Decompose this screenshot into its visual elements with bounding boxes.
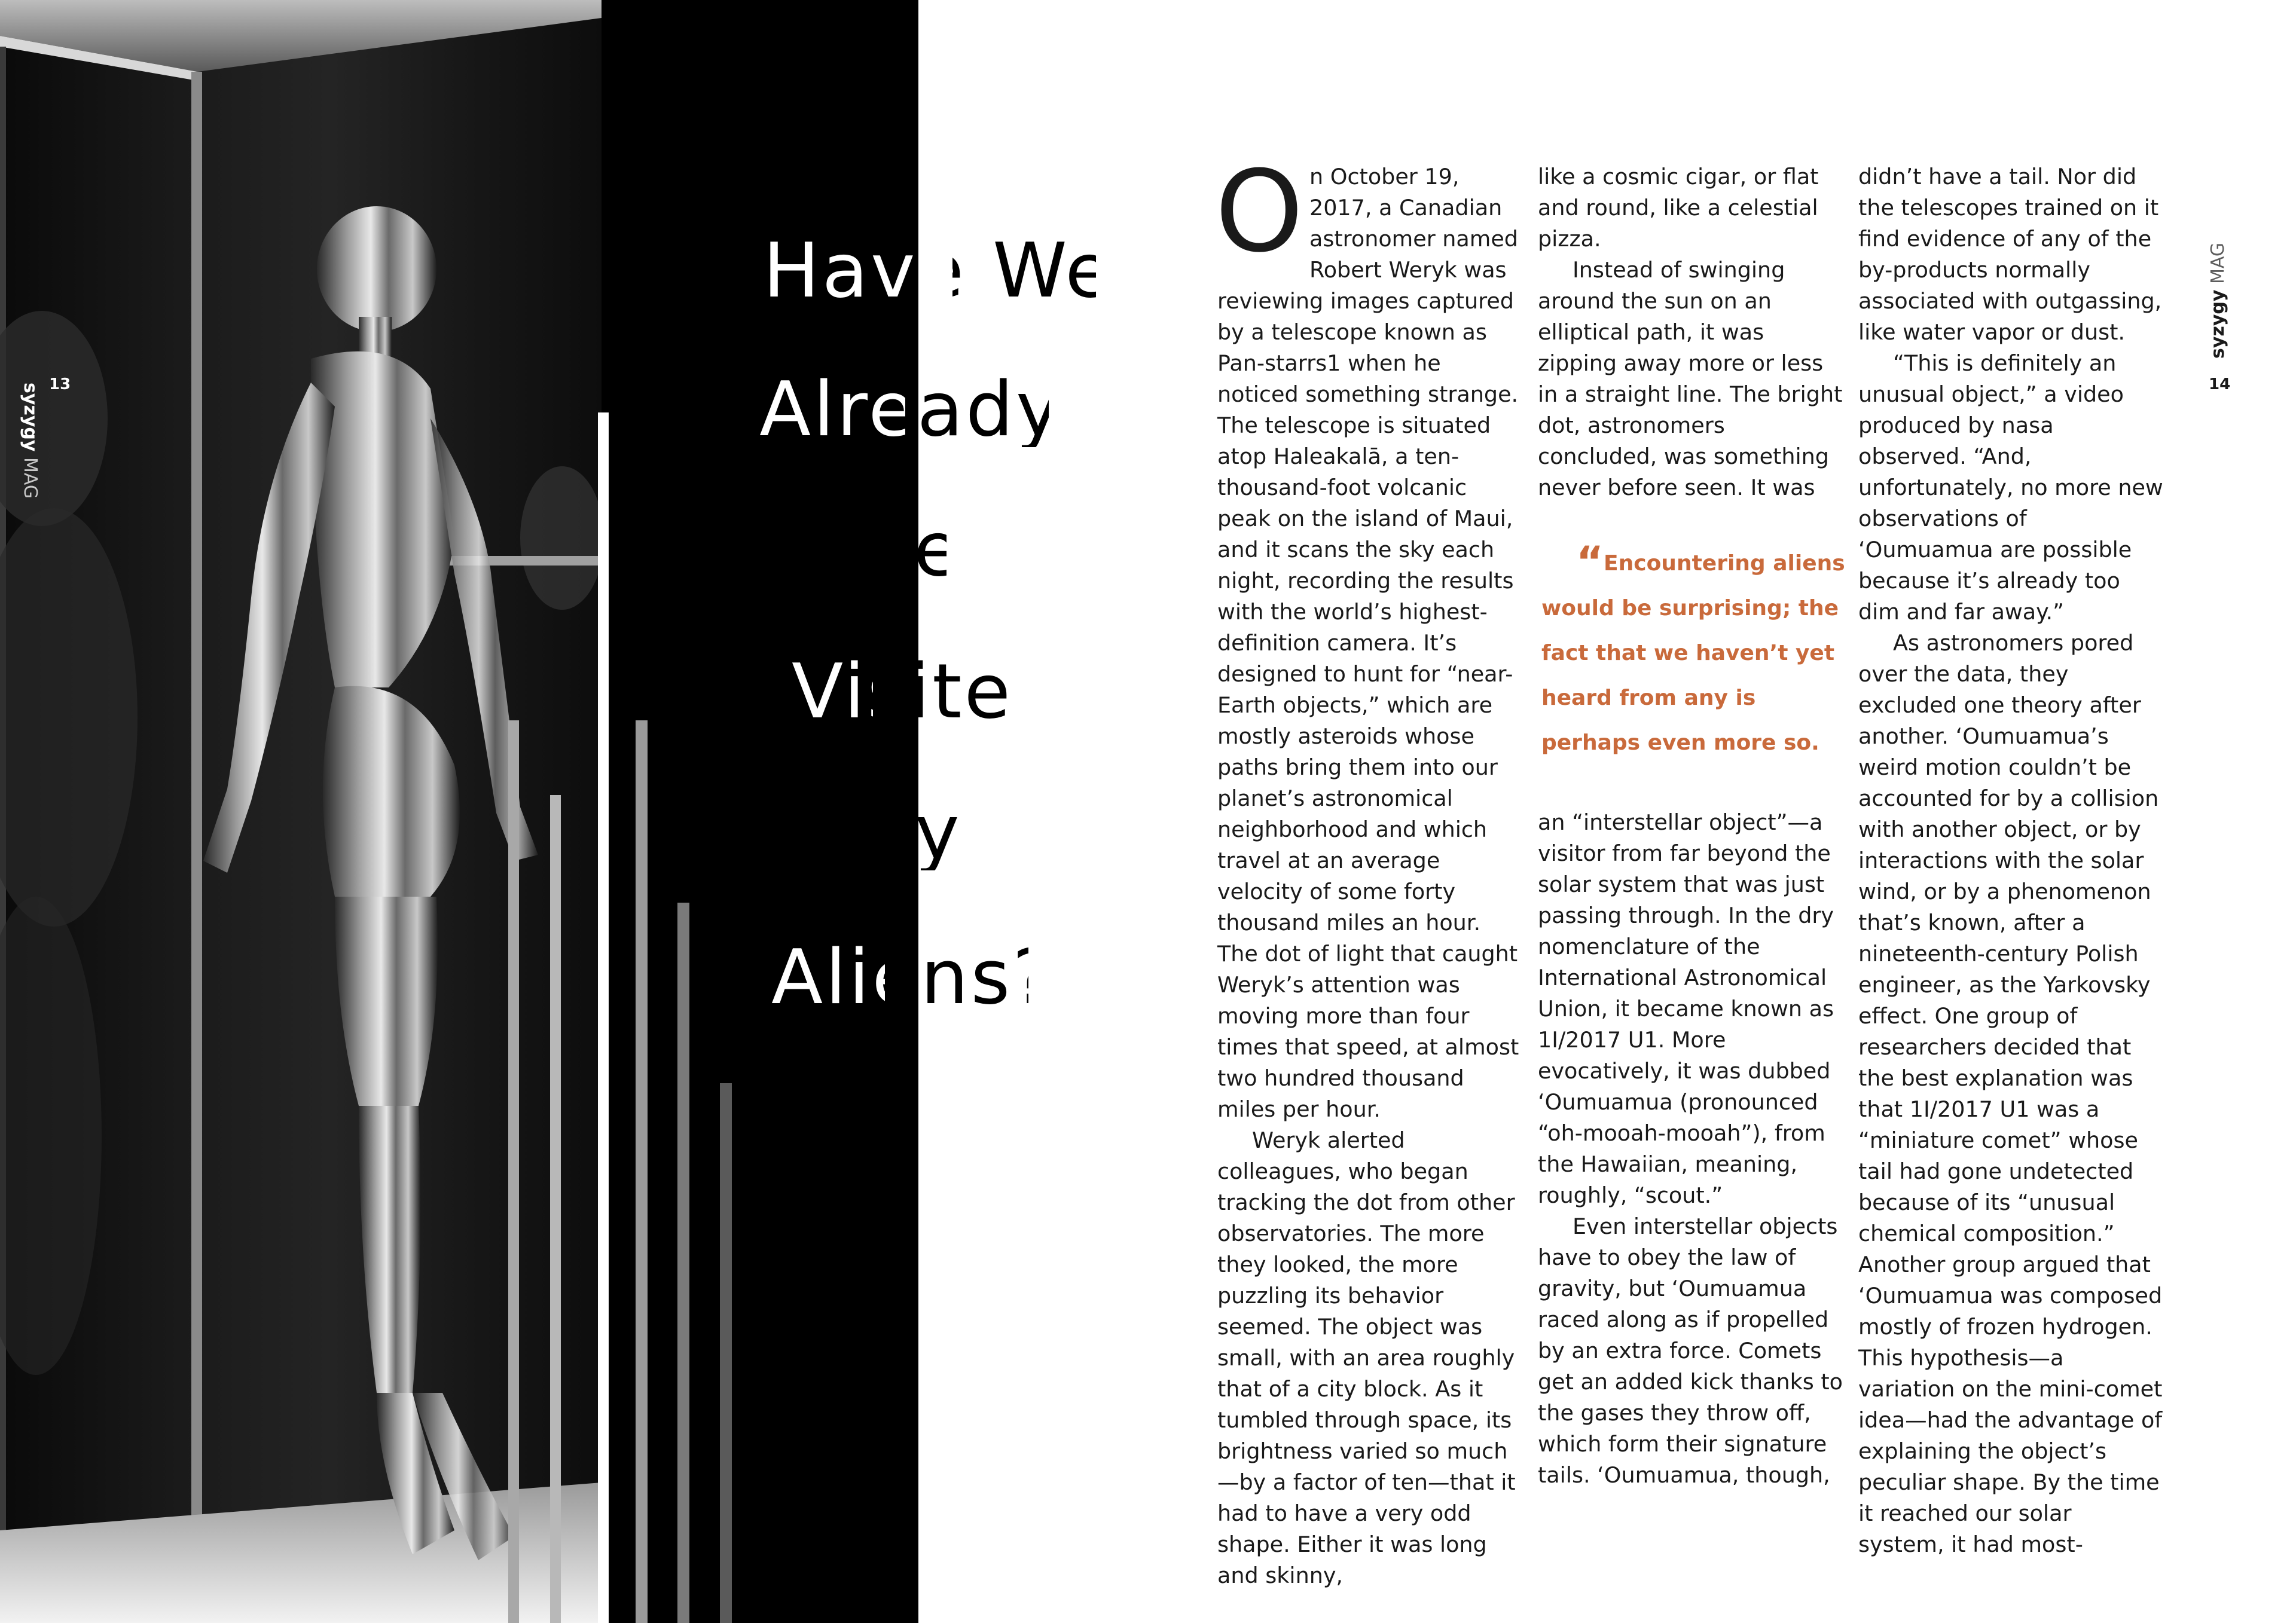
title-line-3: Been [811, 505, 1013, 593]
title-line-2: Already [759, 365, 1063, 453]
title-line-5: by [865, 788, 962, 876]
gray-vertical-bar-4 [677, 903, 689, 1623]
quote-mark-icon: “ [1576, 537, 1604, 586]
gray-vertical-bar-5 [720, 1083, 732, 1623]
left-magazine-name: syzygy [20, 383, 41, 452]
title-line-1: Have We [763, 227, 1114, 314]
right-magazine-suffix: MAG [2208, 242, 2228, 284]
col3-paragraph-2: “This is definitely an unusual object,” a video produced by nasa observed. “And, unfortunately, no more new observations of ‘Oumuamua are possible because it’s already too dim and far away.” [1858, 350, 2163, 625]
white-vertical-line [598, 412, 609, 1623]
drop-cap: O [1215, 146, 1303, 277]
title-line-6: Aliens? [771, 933, 1055, 1021]
gray-vertical-bar-1 [508, 720, 519, 1623]
col3-paragraph-1: didn’t have a tail. Nor did the telescopes trained on it find evidence of any of the by-products normally associated with outgassing, like water vapor or dust. [1858, 164, 2162, 345]
col2-paragraph-1: like a cosmic cigar, or flat and round, like a celestial pizza. [1538, 164, 1819, 252]
article-column-3 [1858, 161, 2163, 1560]
article-column-2-bottom [1538, 807, 1843, 1491]
pull-quote-text: Encountering aliens would be surprising; the fact that we haven’t yet heard from any is perhaps even more so. [1541, 551, 1845, 755]
gray-vertical-bar-2 [550, 795, 561, 1623]
col2-paragraph-4: Even interstellar objects have to obey the law of gravity, but ‘Oumuamua raced along as if propelled by an extra force. Comets get an added kick thanks to the gases they throw off, which form their signature tails. ‘Oumuamua, though, [1538, 1214, 1843, 1488]
right-page-number: 14 [2209, 375, 2231, 393]
col1-paragraph-1: n October 19, 2017, a Canadian astronomer named Robert Weryk was reviewing images captured by a telescope known as Pan-starrs1 when he noticed something strange. The telescope is situated atop Haleakalā, a ten-thousand-foot volcanic peak on the island of Maui, and it scans the sky each night, recording the results with the world’s highest-definition camera. It’s designed to hunt for “near-Earth objects,” which are mostly asteroids whose paths bring them into our planet’s astronomical neighborhood and which travel at an average velocity of some forty thousand miles an hour. The dot of light that caught Weryk’s attention was moving more than four times that speed, at almost two hundred thousand miles per hour. [1217, 164, 1519, 1122]
gray-vertical-bar-3 [636, 720, 648, 1623]
article-column-1 [1215, 146, 1522, 1591]
left-magazine-suffix: MAG [20, 457, 41, 499]
left-page-number: 13 [49, 375, 71, 393]
col2-paragraph-3: an “interstellar object”—a visitor from far beyond the solar system that was just passing through. In the dry nomenclature of the International Astronomical Union, it became known as 1I/2017 U1. More evocatively, it was dubbed ‘Oumuamua (pronounced “oh-mooah-mooah”), from the Hawaiian, meaning, roughly, “scout.” [1538, 809, 1834, 1208]
right-magazine-name: syzygy [2208, 289, 2228, 359]
pull-quote [1541, 537, 1852, 765]
article-column-2-top [1538, 161, 1843, 503]
col3-paragraph-3: As astronomers pored over the data, they excluded one theory after another. ‘Oumuamua’s weird motion couldn’t be accounted for by a collision with another object, or by interactions with the solar wind, or by a phenomenon that’s known, after a nineteenth-century Polish engineer, as the Yarkovsky effect. One group of researchers decided that the best explanation was that 1I/2017 U1 was a “miniature comet” whose tail had gone undetected because of its “unusual chemical composition.” Another group argued that ‘Oumuamua was composed mostly of frozen hydrogen. This hypothesis—a variation on the mini-comet idea—had the advantage of explaining the object’s peculiar shape. By the time it reached our solar system, it had most- [1858, 630, 2163, 1557]
col2-paragraph-2: Instead of swinging around the sun on an elliptical path, it was zipping away more or less in a straight line. The bright dot, astronomers concluded, was something never before seen. It was [1538, 257, 1843, 500]
col1-paragraph-2: Weryk alerted colleagues, who began tracking the dot from other observatories. The more they looked, the more puzzling its behavior seemed. The object was small, with an area roughly that of a city block. As it tumbled through space, its brightness varied so much—by a factor of ten—that it had to have a very odd shape. Either it was long and skinny, [1217, 1127, 1516, 1588]
title-line-4: Visited [792, 647, 1063, 735]
